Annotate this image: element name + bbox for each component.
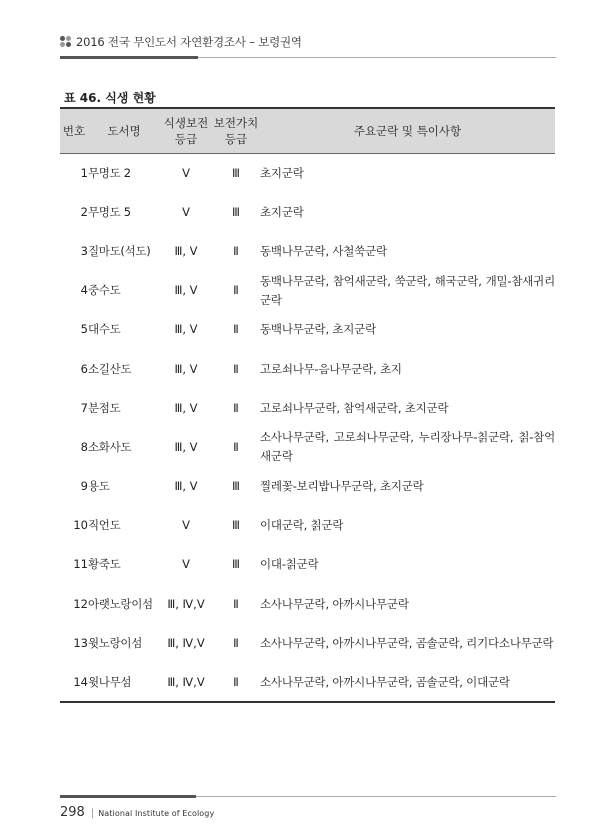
veg-grade: Ⅲ, Ⅴ [174,400,198,415]
table-row [60,310,555,349]
page-number: 298 [60,805,85,820]
notes: 소사나무군락, 아까시나무군락, 곰솔군락, 리기다소나무군락 [260,635,554,650]
col-header-veg-grade: 식생보전 등급 [160,108,212,154]
value-grade: Ⅱ [233,361,239,376]
island-name: 무명도 5 [88,204,131,219]
header-title: 2016 전국 무인도서 자연환경조사 – 보령권역 [76,35,302,49]
table-row [60,663,555,702]
value-grade: Ⅲ [232,204,240,219]
table-header-row [60,108,555,154]
header-rule-thin [198,57,556,58]
value-grade: Ⅱ [233,322,239,337]
island-name: 소화사도 [88,439,132,454]
island-name: 용도 [88,479,110,494]
island-name: 중수도 [88,283,121,298]
value-grade: Ⅱ [233,596,239,611]
veg-grade: Ⅲ, Ⅴ [174,479,198,494]
notes: 고로쇠나무-음나무군락, 초지 [260,361,402,376]
row-number: 1 [80,165,88,180]
veg-grade: Ⅲ, Ⅴ [174,439,198,454]
footer-rule-thin [196,796,556,797]
row-number: 5 [80,322,88,337]
footer-rule [60,795,196,798]
table-row [60,585,555,624]
veg-grade: Ⅴ [182,557,190,572]
row-number: 13 [73,635,88,650]
row-number: 10 [73,518,88,533]
row-number: 2 [80,204,88,219]
notes: 찔레꽃-보리밥나무군락, 초지군락 [260,479,424,494]
veg-grade: Ⅲ, Ⅴ [174,283,198,298]
veg-grade: Ⅲ, Ⅴ [174,361,198,376]
notes: 고로쇠나무군락, 참억새군락, 초지군락 [260,400,449,415]
row-number: 8 [80,439,88,454]
island-name: 윗노랑이섬 [88,635,143,650]
notes: 이대군락, 칡군락 [260,518,344,533]
veg-grade: Ⅴ [182,165,190,180]
value-grade: Ⅲ [232,479,240,494]
col-header-name: 도서명 [88,108,160,154]
island-name: 아랫노랑이섬 [88,596,153,611]
value-grade: Ⅱ [233,283,239,298]
veg-grade: Ⅲ, Ⅴ [174,322,198,337]
veg-grade: Ⅴ [182,204,190,219]
footer-separator: | [90,808,95,819]
notes: 동백나무군락, 초지군락 [260,322,376,337]
row-number: 12 [73,596,88,611]
value-grade: Ⅱ [233,674,239,689]
value-grade: Ⅱ [233,635,239,650]
table-row [60,506,555,545]
table-row [60,428,555,467]
row-number: 3 [80,243,88,258]
island-name: 소길산도 [88,361,132,376]
island-name: 직언도 [88,518,121,533]
page-footer [60,805,214,820]
value-grade: Ⅲ [232,557,240,572]
veg-grade: Ⅲ, Ⅳ,Ⅴ [167,635,205,650]
veg-grade: Ⅴ [182,518,190,533]
vegetation-table [60,107,555,703]
table-row [60,154,555,193]
col-header-no: 번호 [60,108,88,154]
value-grade: Ⅲ [232,518,240,533]
island-name: 분점도 [88,400,121,415]
notes: 이대-칡군락 [260,557,319,572]
veg-grade: Ⅲ, Ⅴ [174,243,198,258]
value-grade: Ⅱ [233,439,239,454]
value-grade: Ⅱ [233,400,239,415]
table-row [60,232,555,271]
col-header-notes: 주요군락 및 특이사항 [260,108,555,154]
table-row [60,624,555,663]
island-name: 질마도(석도) [88,243,151,258]
notes: 동백나무군락, 참억새군락, 쑥군락, 해국군락, 개밀-참새귀리군락 [260,273,555,307]
notes: 동백나무군락, 사철쑥군락 [260,243,387,258]
row-number: 4 [80,283,88,298]
row-number: 9 [80,479,88,494]
table-row [60,467,555,506]
table-row [60,193,555,232]
row-number: 7 [80,400,88,415]
value-grade: Ⅲ [232,165,240,180]
table-row [60,349,555,388]
row-number: 11 [73,557,88,572]
veg-grade: Ⅲ, Ⅳ,Ⅴ [167,596,205,611]
running-header [60,34,556,50]
table-row [60,389,555,428]
bullet-dots-icon [60,36,72,48]
row-number: 14 [73,674,88,689]
notes: 초지군락 [260,165,304,180]
notes: 소사나무군락, 아까시나무군락, 곰솔군락, 이대군락 [260,674,510,689]
table-caption: 표 46. 식생 현황 [64,91,156,105]
table-row [60,545,555,584]
island-name: 황죽도 [88,557,121,572]
row-number: 6 [80,361,88,376]
notes: 소사나무군락, 고로쇠나무군락, 누리장나무-칡군락, 칡-참억새군락 [260,430,555,464]
veg-grade: Ⅲ, Ⅳ,Ⅴ [167,674,205,689]
value-grade: Ⅱ [233,243,239,258]
header-rule [60,56,198,59]
island-name: 윗나무섬 [88,674,132,689]
notes: 초지군락 [260,204,304,219]
table-body [60,154,555,703]
island-name: 대수도 [88,322,121,337]
col-header-value-grade: 보전가치 등급 [212,108,260,154]
notes: 소사나무군락, 아까시나무군락 [260,596,409,611]
table-row [60,271,555,310]
footer-organization: National Institute of Ecology [98,809,215,818]
island-name: 무명도 2 [88,165,131,180]
